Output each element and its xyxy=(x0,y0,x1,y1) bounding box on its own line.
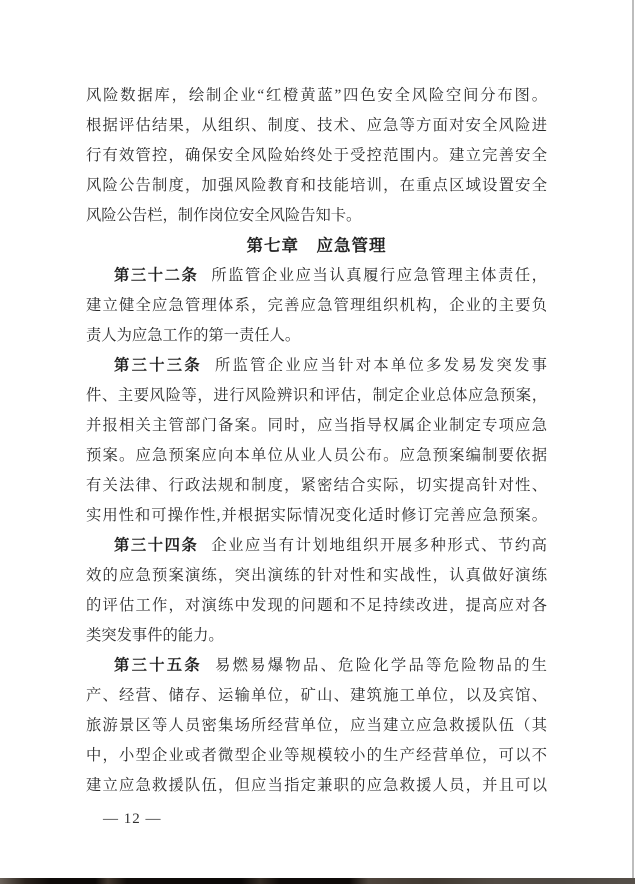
text-line: 风险公告制度，加强风险教育和技能培训，在重点区域设置安全 xyxy=(86,177,547,194)
text-line: 有关法律、行政法规和制度，紧密结合实际，切实提高针对性、 xyxy=(86,477,547,494)
text-line: 预案。应急预案应向本单位从业人员公布。应急预案编制要依据 xyxy=(86,447,547,464)
page-number: — 12 — xyxy=(103,811,162,827)
text-line: 责人为应急工作的第一责任人。 xyxy=(86,327,301,344)
text-line: 建立健全应急管理体系，完善应急管理组织机构，企业的主要负 xyxy=(86,297,547,314)
text-line: 第三十四条 企业应当有计划地组织开展多种形式、节约高 xyxy=(114,537,547,554)
text-line: 风险公告栏，制作岗位安全风险告知卡。 xyxy=(86,207,362,224)
text-line: 第三十三条 所监管企业应当针对本单位多发易发突发事 xyxy=(114,357,547,374)
text-line: 效的应急预案演练，突出演练的针对性和实战性，认真做好演练 xyxy=(86,567,547,584)
text-line: 的评估工作，对演练中发现的问题和不足持续改进，提高应对各 xyxy=(86,597,547,614)
article-number: 第三十三条 xyxy=(114,357,202,374)
text-line: 类突发事件的能力。 xyxy=(86,627,224,644)
article-number: 第三十二条 xyxy=(114,267,199,284)
scan-edge-bottom xyxy=(0,878,635,884)
text-line: 风险数据库，绘制企业“红橙黄蓝”四色安全风险空间分布图。 xyxy=(86,87,547,104)
scan-edge-right xyxy=(632,0,634,884)
text-line: 根据评估结果，从组织、制度、技术、应急等方面对安全风险进 xyxy=(86,117,547,134)
text-line: 第三十二条 所监管企业应当认真履行应急管理主体责任， xyxy=(114,267,547,284)
text-line: 实用性和可操作性,并根据实际情况变化适时修订完善应急预案。 xyxy=(86,507,547,524)
article-number: 第三十五条 xyxy=(114,657,202,674)
text-line: 第三十五条 易燃易爆物品、危险化学品等危险物品的生 xyxy=(114,657,547,674)
text-line: 建立应急救援队伍，但应当指定兼职的应急救援人员，并且可以 xyxy=(86,777,547,794)
text-line: 件、主要风险等，进行风险辨识和评估，制定企业总体应急预案， xyxy=(86,387,547,404)
text-line: 行有效管控，确保安全风险始终处于受控范围内。建立完善安全 xyxy=(86,147,547,164)
chapter-heading: 第七章 应急管理 xyxy=(246,237,387,255)
text-line: 旅游景区等人员密集场所经营单位，应当建立应急救援队伍（其 xyxy=(86,717,547,734)
text-line: 产、经营、储存、运输单位，矿山、建筑施工单位，以及宾馆、 xyxy=(86,687,547,704)
text-line: 中，小型企业或者微型企业等规模较小的生产经营单位，可以不 xyxy=(86,747,547,764)
article-number: 第三十四条 xyxy=(114,537,199,554)
text-line: 并报相关主管部门备案。同时，应当指导权属企业制定专项应急 xyxy=(86,417,547,434)
document-body xyxy=(86,81,547,801)
